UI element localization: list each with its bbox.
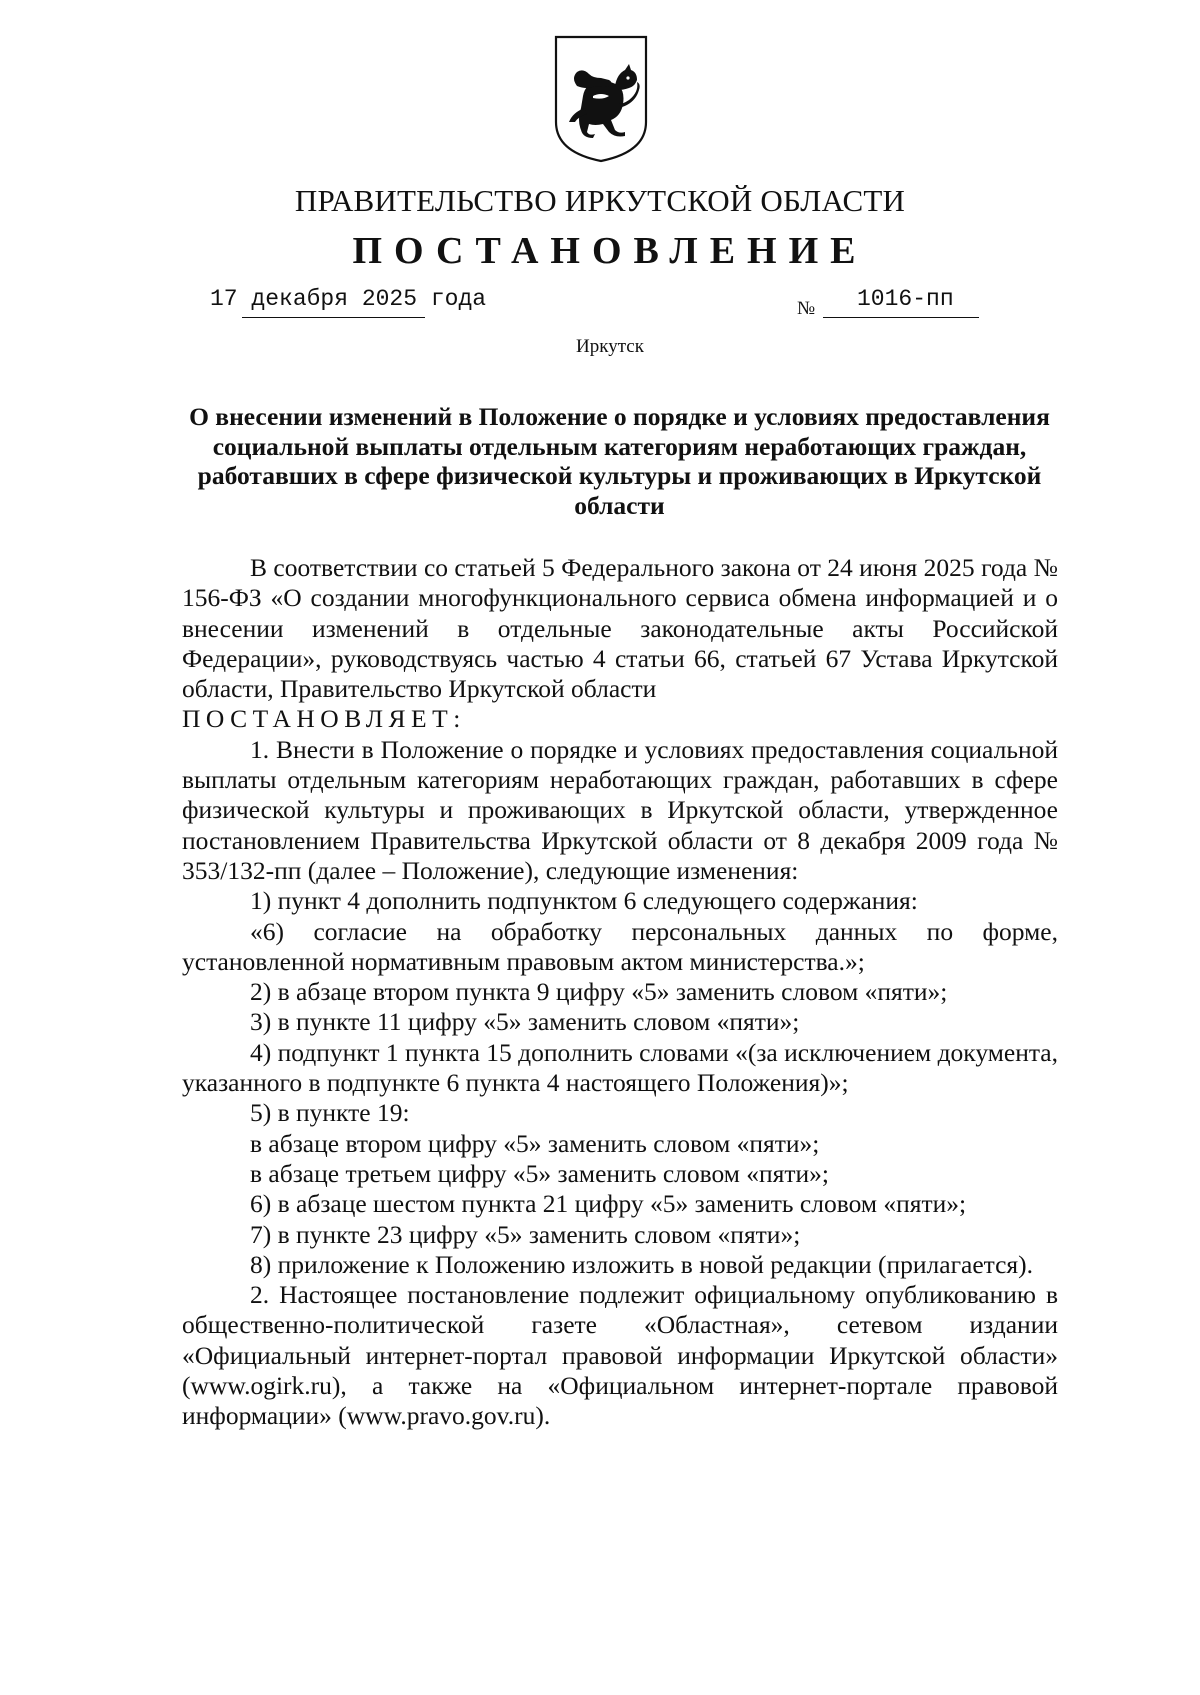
publication-paragraph: 2. Настоящее постановление подлежит официальному опубликованию в общественно-политической газете «Областная», сетевом издании «Официальный интернет-портал правовой информации Иркутской области» (www.ogirk.ru), а также на «Официальном интернет-портале правовой информации» (www.pravo.gov.ru).	[182, 1280, 1058, 1431]
clause-paragraph: 8) приложение к Положению изложить в новой редакции (прилагается).	[250, 1249, 1034, 1279]
clause-paragraph: 6) в абзаце шестом пункта 21 цифру «5» заменить словом «пяти»;	[250, 1189, 967, 1219]
organization-title: ПРАВИТЕЛЬСТВО ИРКУТСКОЙ ОБЛАСТИ	[294, 183, 906, 218]
clause-paragraph: 2) в абзаце втором пункта 9 цифру «5» заменить словом «пяти»;	[250, 977, 948, 1007]
document-body	[182, 553, 1058, 1432]
clause-paragraph: 4) подпункт 1 пункта 15 дополнить словами «(за исключением документа, указанного в подпункте 6 пункта 4 настоящего Положения)»;	[182, 1037, 1058, 1098]
document-subject: О внесении изменений в Положение о порядке и условиях предоставления социальной выплаты отдельным категориям неработающих граждан, работавших в сфере физической культуры и проживающих в Иркутской области	[189, 402, 1050, 520]
clause-paragraph: 1. Внести в Положение о порядке и условиях предоставления социальной выплаты отдельным категориям неработающих граждан, работавших в сфере физической культуры и проживающих в Иркутской области, утвержденное постановлением Правительства Иркутской области от 8 декабря 2009 года № 353/132-пп (далее – Положение), следующие изменения:	[182, 734, 1058, 885]
number-sign: №	[797, 298, 816, 319]
number-underline	[823, 317, 979, 318]
clause-paragraph: в абзаце втором цифру «5» заменить словом «пяти»;	[250, 1128, 820, 1158]
clause-paragraph: 7) в пункте 23 цифру «5» заменить словом «пяти»;	[250, 1219, 801, 1249]
document-date	[210, 286, 486, 312]
preamble-paragraph: В соответствии со статьей 5 Федерального закона от 24 июня 2025 года № 156-ФЗ «О создании многофункционального сервиса обмена информацией и о внесении изменений в отдельные законодательные акты Российской Федерации», руководствуясь частью 4 статьи 66, статьей 67 Устава Иркутской области, Правительство Иркутской области	[182, 553, 1058, 704]
clause-paragraph: 3) в пункте 11 цифру «5» заменить словом «пяти»;	[250, 1007, 800, 1037]
clause-paragraph: 1) пункт 4 дополнить подпунктом 6 следующего содержания:	[250, 886, 918, 916]
clause-paragraph: в абзаце третьем цифру «5» заменить словом «пяти»;	[250, 1158, 830, 1188]
irkutsk-babr-coat-of-arms-icon	[553, 34, 649, 164]
date-underline	[242, 317, 425, 318]
clause-paragraph: 5) в пункте 19:	[250, 1098, 410, 1128]
document-type-title: ПОСТАНОВЛЕНИЕ	[352, 230, 868, 272]
city-name: Иркутск	[576, 336, 644, 357]
clause-paragraph: «6) согласие на обработку персональных данных по форме, установленной нормативным правовым актом министерства.»;	[182, 916, 1058, 976]
resolves-heading: ПОСТАНОВЛЯЕТ:	[182, 704, 466, 734]
document-number-text: 1016-пп	[857, 286, 954, 312]
document-date-text: 17 декабря 2025 года	[210, 286, 487, 312]
